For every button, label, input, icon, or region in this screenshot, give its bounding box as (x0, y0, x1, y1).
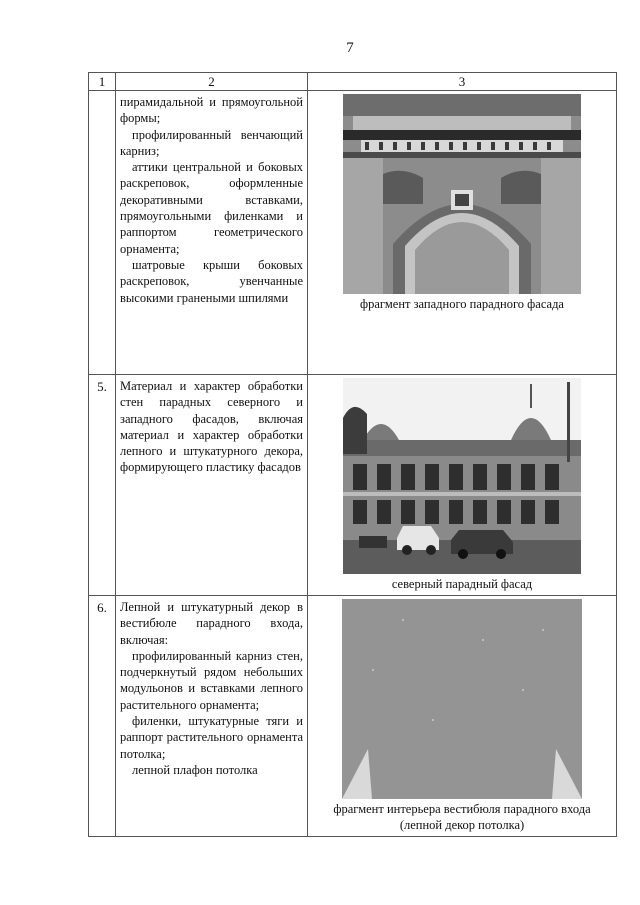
description-paragraph: Лепной и штукатурный декор в вестибюле парадного входа, включая: (120, 600, 303, 647)
description-paragraph: филенки, штукатурные тяги и раппорт растительного орнамента потолка; (120, 714, 303, 761)
table-row (89, 375, 617, 596)
table-row (89, 91, 617, 375)
description-paragraph: лепной плафон потолка (132, 762, 258, 777)
description-paragraph: Материал и характер обработки стен парадных северного и западного фасадов, включая материал и характер обработки лепного и штукатурного декора, формирующего пластику фасадов (120, 379, 303, 475)
row-description (116, 375, 308, 596)
photo-cell (308, 375, 617, 596)
row-description (116, 596, 308, 837)
photo-caption: фрагмент интерьера вестибюля парадного входа (лепной декор потолка) (333, 802, 591, 832)
column-header: 2 (116, 73, 308, 91)
table-header-row (89, 73, 617, 91)
ceiling-interior-photo (342, 599, 582, 799)
description-paragraph: профилированный карниз стен, подчеркнутый рядом небольших модульонов и вставками лепного растительного орнамента; (120, 648, 303, 712)
photo-caption: северный парадный фасад (391, 577, 533, 591)
heritage-table (88, 72, 617, 837)
photo-cell (308, 91, 617, 375)
photo-cell (308, 596, 617, 837)
building-facade-photo (343, 378, 581, 574)
row-number (89, 91, 116, 375)
row-number: 6. (89, 596, 116, 837)
description-paragraph: аттики центральной и боковых раскреповок, оформленные декоративными вставками, прямоугольными филенками и раппортом геометрического орнамента; (120, 160, 303, 256)
column-header: 1 (89, 73, 116, 91)
description-paragraph: шатровые крыши боковых раскреповок, увенчанные высокими гранеными шпилями (120, 257, 303, 305)
facade-fragment-photo (343, 94, 581, 294)
row-description (116, 91, 308, 375)
description-paragraph: профилированный венчающий карниз; (120, 127, 303, 158)
column-header: 3 (308, 73, 617, 91)
description-paragraph: пирамидальной и прямоугольной формы; (120, 95, 303, 126)
page-number: 7 (346, 40, 354, 56)
table-row (89, 596, 617, 837)
row-number: 5. (89, 375, 116, 596)
photo-caption: фрагмент западного парадного фасада (360, 297, 564, 311)
